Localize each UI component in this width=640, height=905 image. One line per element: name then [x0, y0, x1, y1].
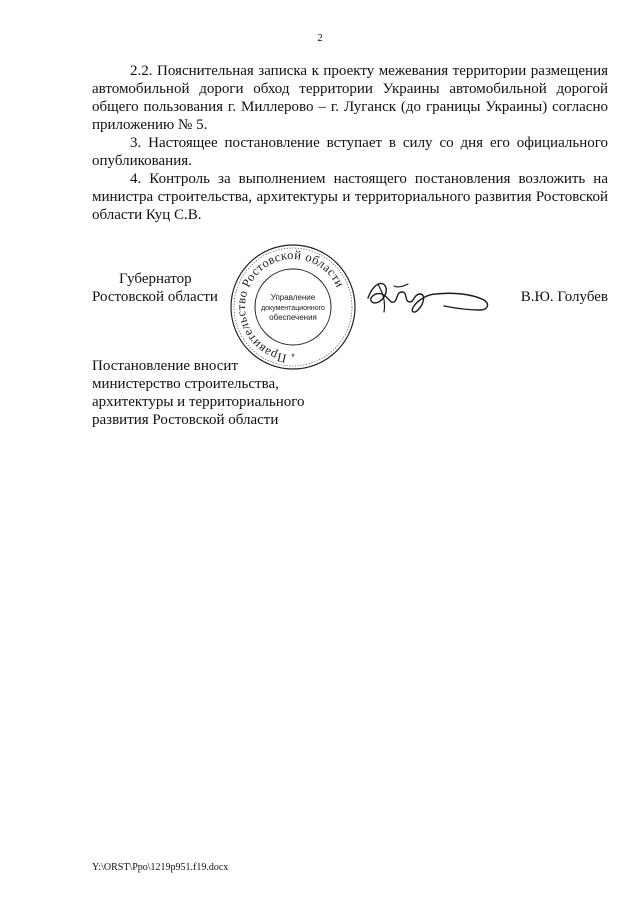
- handwritten-signature: [364, 272, 494, 320]
- official-seal-stamp: [229, 243, 357, 371]
- seal-center-line-3: обеспечения: [269, 313, 317, 322]
- seal-ring-text: Правительство Ростовской области: [233, 247, 348, 366]
- seal-center-line-2: документационного: [261, 305, 325, 312]
- submitted-by-block: [92, 357, 352, 429]
- signatory-name: В.Ю. Голубев: [520, 289, 608, 305]
- seal-star-icon: *: [291, 352, 295, 362]
- paragraph-4: 4. Контроль за выполнением настоящего постановления возложить на министра строительства, архитектуры и территориального развития Ростовской области Куц С.В.: [92, 171, 608, 223]
- submitter-line-4: развития Ростовской области: [92, 412, 279, 428]
- submitter-line-1: Постановление вносит: [92, 358, 239, 374]
- paragraph-2-2: 2.2. Пояснительная записка к проекту межевания территории размещения автомобильной дороги обход территории Украины автомобильной дорогой общего пользования г. Миллерово – г. Луганск (до границы Украины) согласно приложению № 5.: [92, 63, 608, 133]
- footer-file-path: Y:\ORST\Ppo\1219p951.f19.docx: [92, 862, 229, 873]
- signatory-title-line-2: Ростовской области: [92, 289, 218, 305]
- page-number: 2: [317, 32, 323, 44]
- signatory-title-line-1: Губернатор: [119, 271, 192, 287]
- submitter-line-2: министерство строительства,: [92, 376, 279, 392]
- document-body: [92, 62, 608, 224]
- submitter-line-3: архитектуры и территориального: [92, 394, 305, 410]
- seal-center-line-1: Управление: [270, 293, 316, 302]
- paragraph-3: 3. Настоящее постановление вступает в силу со дня его официального опубликования.: [92, 135, 608, 169]
